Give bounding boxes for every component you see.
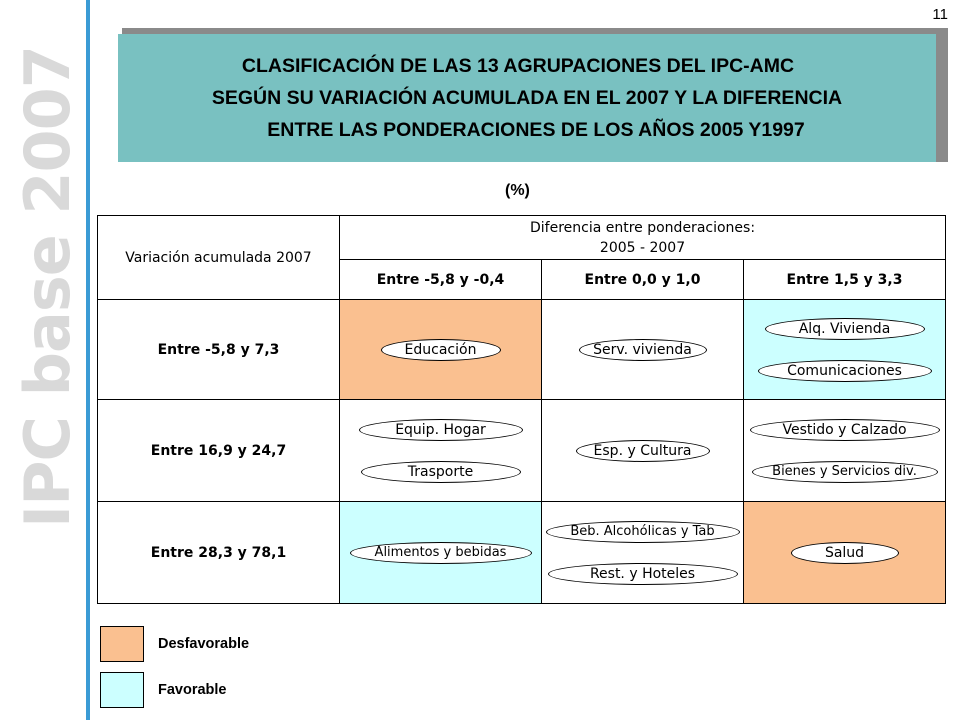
grid-cell xyxy=(340,300,542,400)
unit-label: (%) xyxy=(505,182,530,199)
group-oval: Bienes y Servicios div. xyxy=(752,461,938,483)
unfavorable-swatch xyxy=(100,626,144,662)
legend-item-unfavorable xyxy=(100,626,249,662)
grid-cell xyxy=(744,300,946,400)
column-header: Entre -5,8 y -0,4 xyxy=(340,260,542,300)
row-header: Entre -5,8 y 7,3 xyxy=(98,300,340,400)
column-header: Entre 1,5 y 3,3 xyxy=(744,260,946,300)
group-oval: Equip. Hogar xyxy=(359,419,523,441)
legend-label: Desfavorable xyxy=(158,636,250,652)
corner-header-label: Variación acumulada 2007 xyxy=(125,249,312,266)
group-oval: Serv. vivienda xyxy=(579,339,707,361)
side-accent-bar xyxy=(86,0,90,720)
grid-cell xyxy=(340,502,542,604)
page-number: 11 xyxy=(932,6,948,23)
legend-label: Favorable xyxy=(158,682,227,698)
group-oval: Esp. y Cultura xyxy=(576,440,710,462)
grid-cell xyxy=(340,400,542,502)
classification-table xyxy=(97,215,946,604)
legend-item-favorable xyxy=(100,672,227,708)
grid-cell xyxy=(744,502,946,604)
grid-cell xyxy=(542,300,744,400)
favorable-swatch xyxy=(100,672,144,708)
group-oval: Beb. Alcohólicas y Tab xyxy=(546,521,740,543)
row-header: Entre 28,3 y 78,1 xyxy=(98,502,340,604)
row-header: Entre 16,9 y 24,7 xyxy=(98,400,340,502)
title-line-2: SEGÚN SU VARIACIÓN ACUMULADA EN EL 2007 Y LA DIFERENCIA xyxy=(211,87,843,109)
group-oval: Vestido y Calzado xyxy=(750,419,940,441)
group-oval: Rest. y Hoteles xyxy=(548,563,738,585)
difference-header-line-2: 2005 - 2007 xyxy=(599,239,686,256)
group-oval: Trasporte xyxy=(361,461,521,483)
group-oval: Salud xyxy=(791,542,899,564)
group-oval: Alimentos y bebidas xyxy=(350,542,532,564)
difference-header-line-1: Diferencia entre ponderaciones: xyxy=(529,219,756,236)
grid-cell xyxy=(542,502,744,604)
table-row xyxy=(98,502,946,604)
group-oval: Educación xyxy=(381,339,501,361)
side-watermark-label: IPC base 2007 xyxy=(11,46,84,528)
group-oval: Comunicaciones xyxy=(758,360,932,382)
title-line-1: CLASIFICACIÓN DE LAS 13 AGRUPACIONES DEL IPC-AMC xyxy=(241,55,795,77)
table-row xyxy=(98,400,946,502)
title-line-3: ENTRE LAS PONDERACIONES DE LOS AÑOS 2005 Y1997 xyxy=(267,119,805,141)
corner-header xyxy=(98,216,340,300)
grid-cell xyxy=(542,400,744,502)
group-oval: Alq. Vivienda xyxy=(765,318,925,340)
column-header: Entre 0,0 y 1,0 xyxy=(542,260,744,300)
title-banner xyxy=(118,34,936,162)
table-row xyxy=(98,300,946,400)
difference-header xyxy=(340,216,946,260)
grid-cell xyxy=(744,400,946,502)
